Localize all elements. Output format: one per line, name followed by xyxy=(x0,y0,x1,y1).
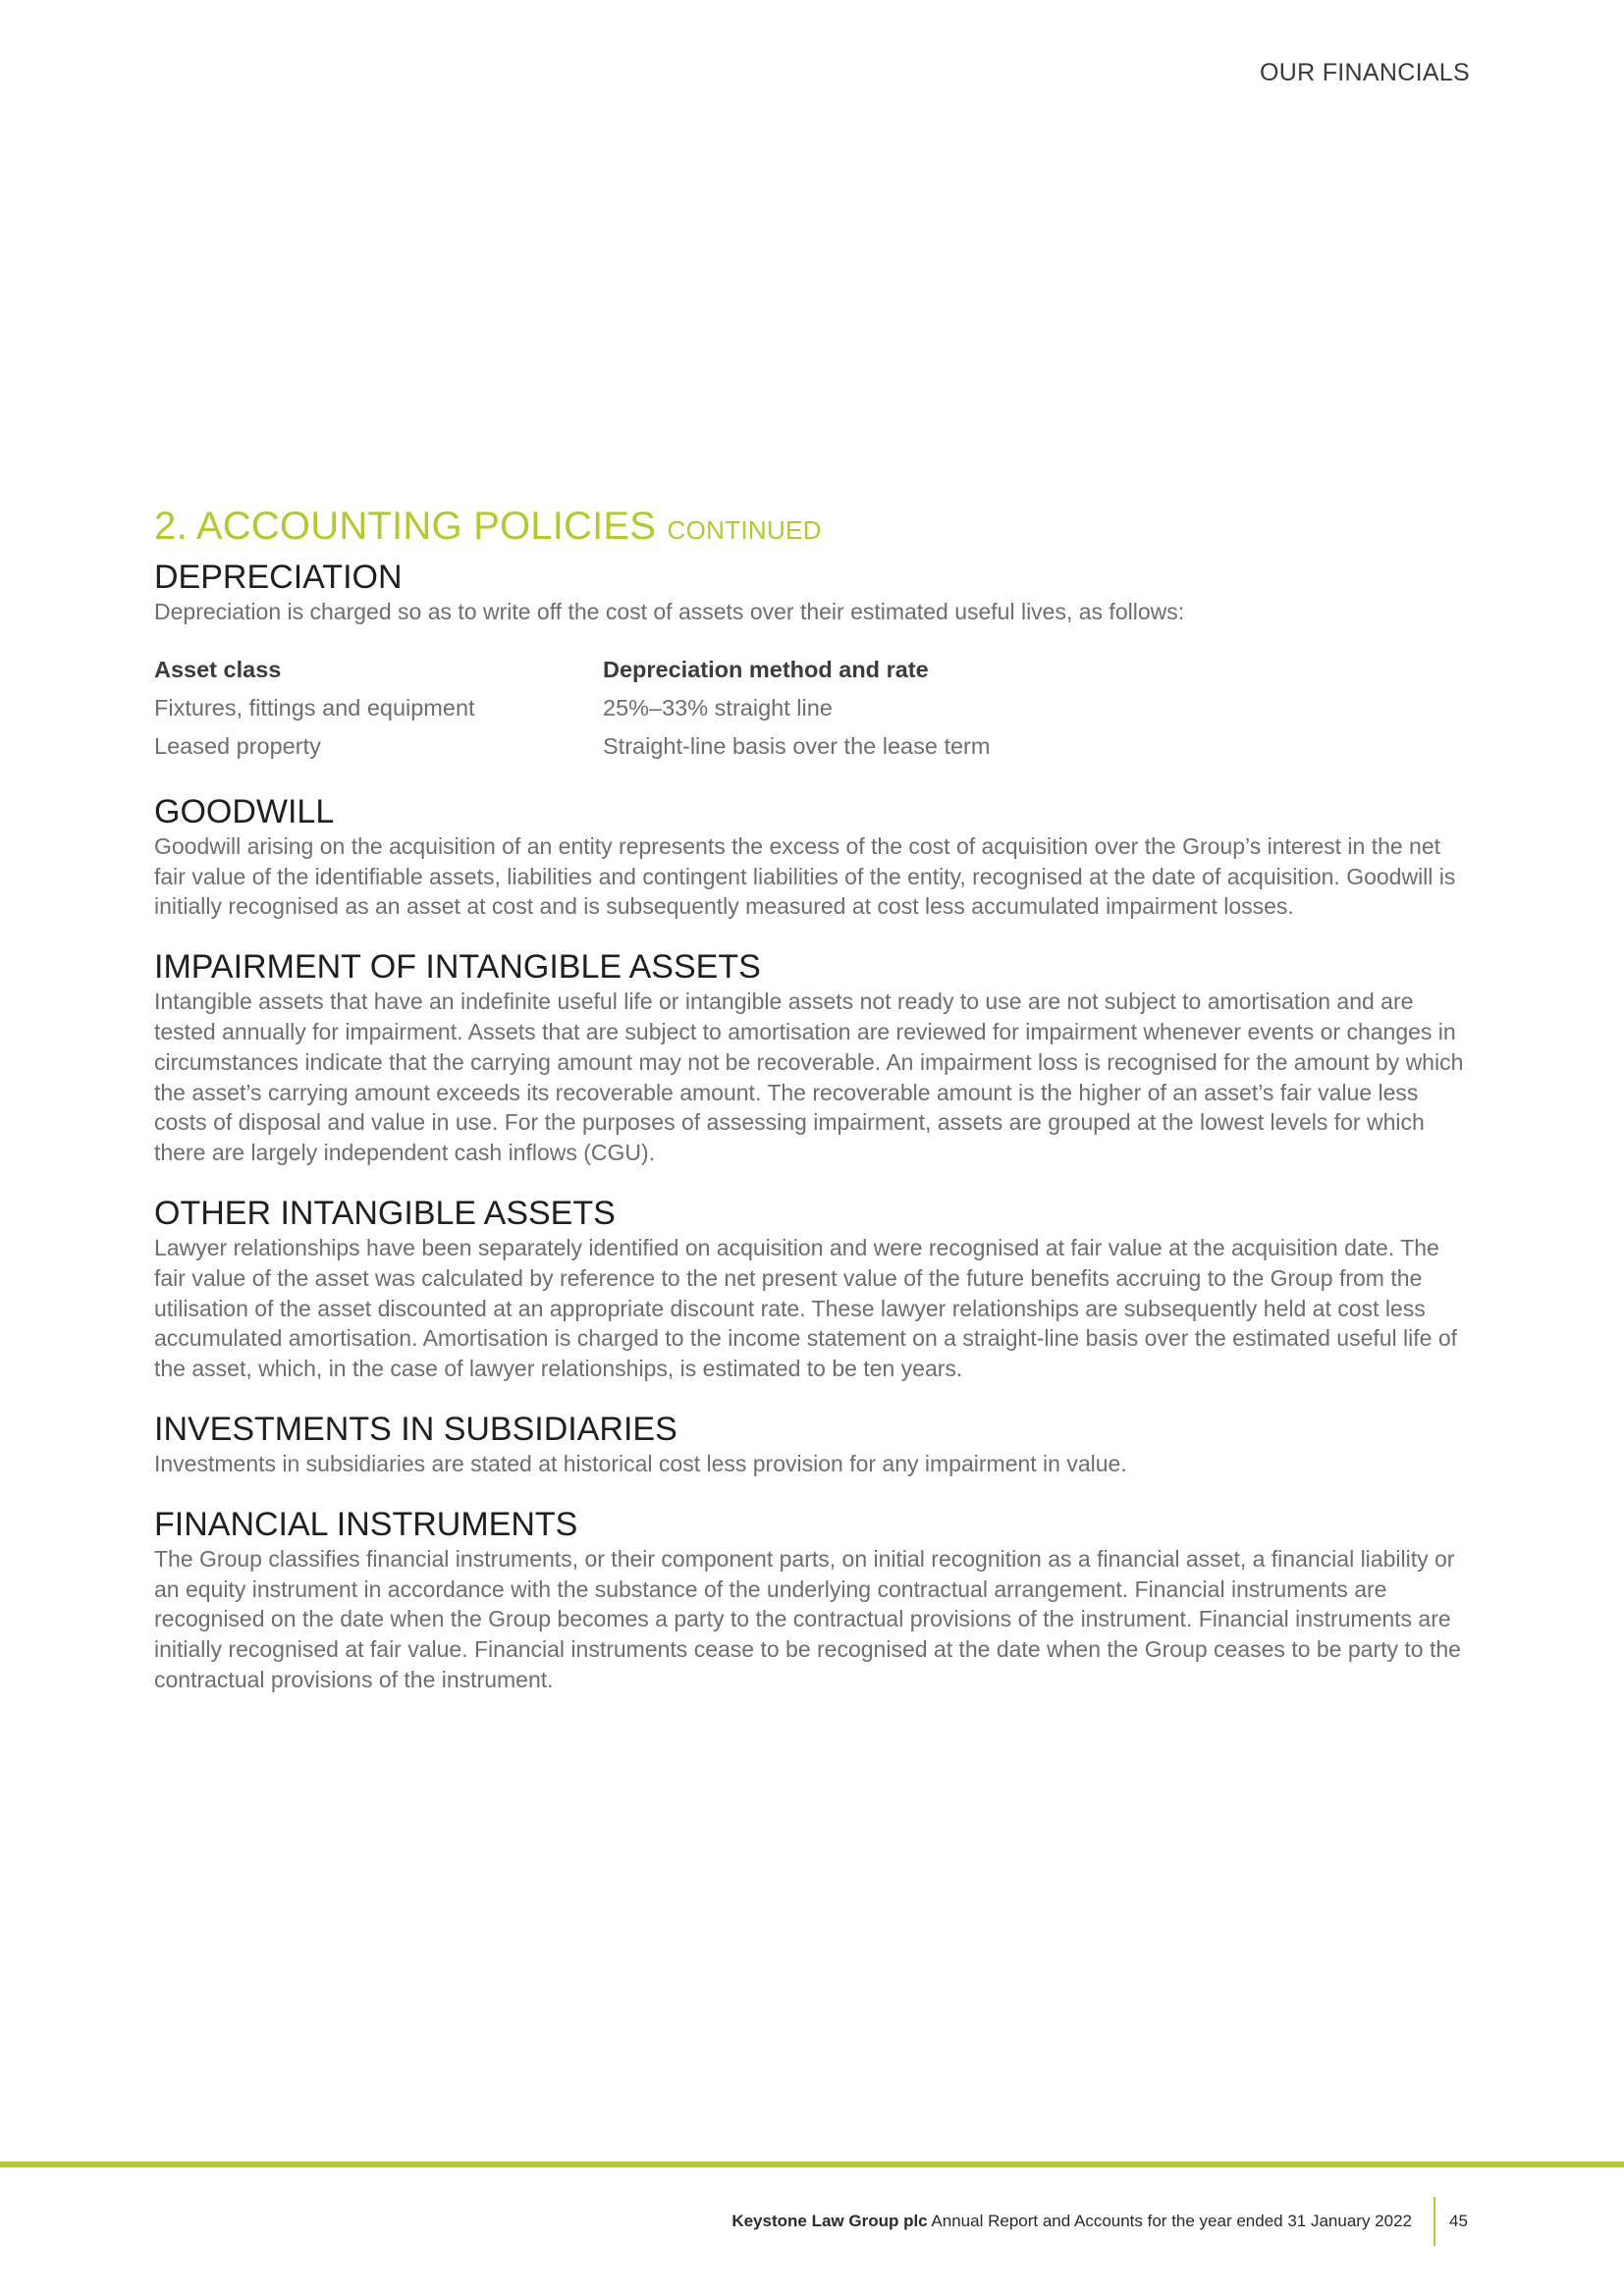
depreciation-section xyxy=(154,558,1470,766)
section-body: Lawyer relationships have been separately identified on acquisition and were recognised at fair value at the acquisition date. The fair value of the asset was calculated by reference to the net present value of the future benefits accruing to the Group from the utilisation of the asset discounted at an appropriate discount rate. These lawyer relationships are subsequently held at cost less accumulated amortisation. Amortisation is charged to the income statement on a straight-line basis over the estimated useful life of the asset, which, in the case of lawyer relationships, is estimated to be ten years. xyxy=(154,1234,1458,1382)
page-title-main: 2. ACCOUNTING POLICIES xyxy=(154,505,657,548)
footer-text xyxy=(731,2212,1412,2231)
table-cell: 25%–33% straight line xyxy=(603,694,833,721)
page-title-suffix: CONTINUED xyxy=(667,515,822,545)
section-heading: INVESTMENTS IN SUBSIDIARIES xyxy=(154,1410,677,1448)
depreciation-table xyxy=(154,651,990,766)
footer-company: Keystone Law Group plc xyxy=(731,2212,928,2230)
table-header-cell: Depreciation method and rate xyxy=(603,656,929,682)
section-body: Depreciation is charged so as to write off the cost of assets over their estimated useful lives, as follows: xyxy=(154,599,1185,624)
section-heading: GOODWILL xyxy=(154,792,335,830)
table-cell: Leased property xyxy=(154,732,321,759)
section-label: OUR FINANCIALS xyxy=(1260,59,1470,86)
page-title xyxy=(154,499,1470,558)
investments-section xyxy=(154,1410,1470,1479)
section-body: The Group classifies financial instruments, or their component parts, on initial recognition as a financial asset, a financial liability or an equity instrument in accordance with the substance of the underlying contractual arrangement. Financial instruments are recognised on the date when the Group becomes a party to the contractual provisions of the instrument. Financial instruments are initially recognised at fair value. Financial instruments cease to be recognised at the date when the Group ceases to be party to the contractual provisions of the instrument. xyxy=(154,1545,1461,1692)
table-cell: Straight-line basis over the lease term xyxy=(603,732,991,759)
section-body: Goodwill arising on the acquisition of an entity represents the excess of the cost of acquisition over the Group’s interest in the net fair value of the identifiable assets, liabilities and contingent liabilities of the entity, recognised at the date of acquisition. Goodwill is initially recognised as an asset at cost and is subsequently measured at cost less accumulated impairment losses. xyxy=(154,832,1456,920)
footer-separator xyxy=(1434,2197,1435,2246)
main-content xyxy=(154,499,1470,1695)
section-heading: OTHER INTANGIBLE ASSETS xyxy=(154,1194,616,1232)
footer-rule xyxy=(0,2162,1624,2167)
footer-report-title: Annual Report and Accounts for the year ended 31 January 2022 xyxy=(927,2212,1412,2230)
section-body: Investments in subsidiaries are stated at historical cost less provision for any impairment in value. xyxy=(154,1450,1127,1476)
section-heading: DEPRECIATION xyxy=(154,559,403,596)
impairment-section xyxy=(154,947,1470,1168)
section-heading: IMPAIRMENT OF INTANGIBLE ASSETS xyxy=(154,948,761,987)
page-number: 45 xyxy=(1449,2212,1468,2230)
other-intangibles-section xyxy=(154,1194,1470,1384)
table-row xyxy=(154,727,990,766)
goodwill-section xyxy=(154,792,1470,922)
table-header-row xyxy=(154,651,990,689)
section-body: Intangible assets that have an indefinite useful life or intangible assets not ready to use are not subject to amortisation and are tested annually for impairment. Assets that are subject to amortisation are reviewed for impairment whenever events or changes in circumstances indicate that the carrying amount may not be recoverable. An impairment loss is recognised for the amount by which the asset’s carrying amount exceeds its recoverable amount. The recoverable amount is the higher of an asset’s fair value less costs of disposal and value in use. For the purposes of assessing impairment, assets are grouped at the lowest levels for which there are largely independent cash inflows (CGU). xyxy=(154,988,1464,1166)
table-header-cell: Asset class xyxy=(154,656,282,682)
financial-instruments-section xyxy=(154,1505,1470,1695)
table-cell: Fixtures, fittings and equipment xyxy=(154,694,475,721)
table-row xyxy=(154,689,990,727)
section-heading: FINANCIAL INSTRUMENTS xyxy=(154,1505,578,1543)
